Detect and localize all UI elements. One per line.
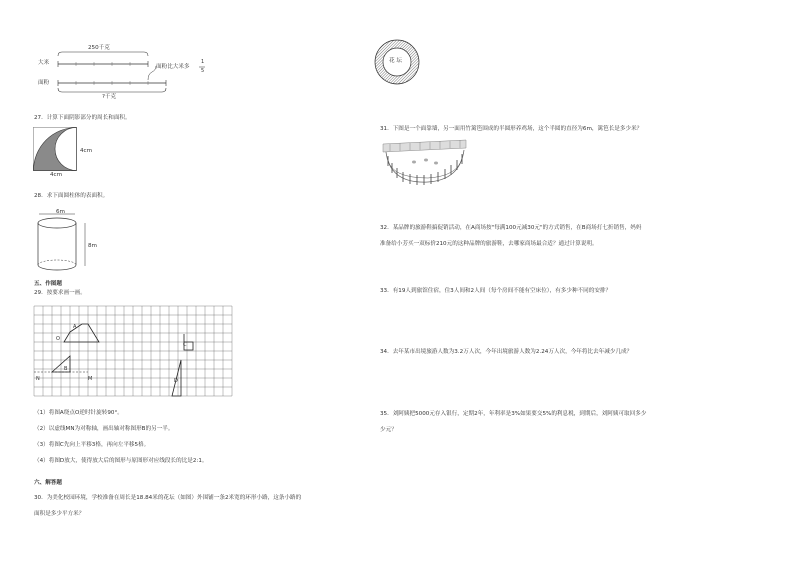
q29-item-3: （3）将图C先向上平移3格，再向左平移5格。	[34, 442, 150, 448]
q29-item-2: （2）以虚线MN为对称轴，画出轴对称图形B的另一半。	[34, 426, 174, 432]
q35-line-1: 35．刘阿姨把5000元存入银行，定期2年，年利率是3%如果要交5%的利息税，到期后，刘阿姨可取回多少	[380, 411, 647, 417]
q28-top-label: 6m	[56, 209, 66, 215]
q27-side-label: 4cm	[80, 148, 93, 154]
q32-line-1: 32．某品牌的旅游鞋搞促销活动，在A商场按"每满100元减30元"的方式销售，在B商场打七折销售，妈妈	[380, 225, 642, 231]
label-n: N	[36, 376, 40, 382]
q27-text: 27．计算下面阴影部分的周长和面积。	[34, 115, 131, 121]
q32-line-2: 准备给小芳买一双标价210元的这种品牌的旅游鞋，去哪家商场最合适？通过计算说明。	[380, 241, 598, 247]
label-a: A	[73, 324, 77, 330]
label-c: C	[183, 342, 187, 348]
q29-item-4: （4）将图D放大，使得放大后的图形与原图形对应线段长的比是2:1。	[34, 458, 208, 464]
q30-line-1: 30．为美化校园环境，学校准备在周长是18.84米的花坛（如图）外围铺一条2米宽的环形小路，这条小路的	[34, 495, 302, 501]
q29-item-1: （1）将图A绕点O逆时针旋转90°。	[34, 410, 123, 416]
flower-bed-label: 花 坛	[389, 58, 402, 64]
side-note: 面粉比大米多	[156, 64, 190, 70]
q28-side-label: 8m	[88, 243, 98, 249]
fraction-numerator: 1	[201, 59, 205, 65]
flour-label: 面粉	[38, 80, 50, 86]
bar-top-label: 250千克	[88, 45, 110, 51]
q28-text: 28．求下面圆柱体的表面积。	[34, 193, 109, 199]
chicken-yard-figure	[380, 136, 470, 188]
label-m: M	[88, 376, 93, 382]
rice-label: 大米	[38, 60, 50, 66]
label-o: O	[56, 336, 60, 342]
label-d: D	[174, 378, 178, 384]
q35-line-2: 少元？	[380, 427, 397, 433]
bar-bottom-label: ?千克	[102, 94, 117, 100]
q27-bottom-label: 4cm	[50, 172, 63, 178]
bar-diagram-drawing	[40, 50, 200, 110]
section-5-heading: 五、作图题	[34, 281, 62, 287]
q27-figure	[33, 127, 83, 177]
q31-text: 31．下图是一个面靠墙，另一面用竹篱笆围成的半圆形养鸡场，这个半圆的直径为6m，篱笆长是多少米？	[380, 126, 643, 132]
fraction-denominator: 5	[201, 68, 205, 74]
q34-text: 34．去年某市出境旅游人数为3.2万人次，今年出境旅游人数为2.24万人次，今年将比去年减少几成？	[380, 349, 633, 355]
q29-text: 29．按要求画一画。	[34, 290, 86, 296]
q33-text: 33．有19人到旅馆住宿，住3人间和2人间（每个房间不能有空床位），有多少种不同的安排？	[380, 288, 612, 294]
cylinder-figure	[33, 212, 113, 282]
q29-grid	[34, 306, 244, 401]
q30-line-2: 面积是多少平方米？	[34, 511, 85, 517]
label-b: B	[64, 366, 68, 372]
section-6-heading: 六、解答题	[34, 480, 62, 486]
